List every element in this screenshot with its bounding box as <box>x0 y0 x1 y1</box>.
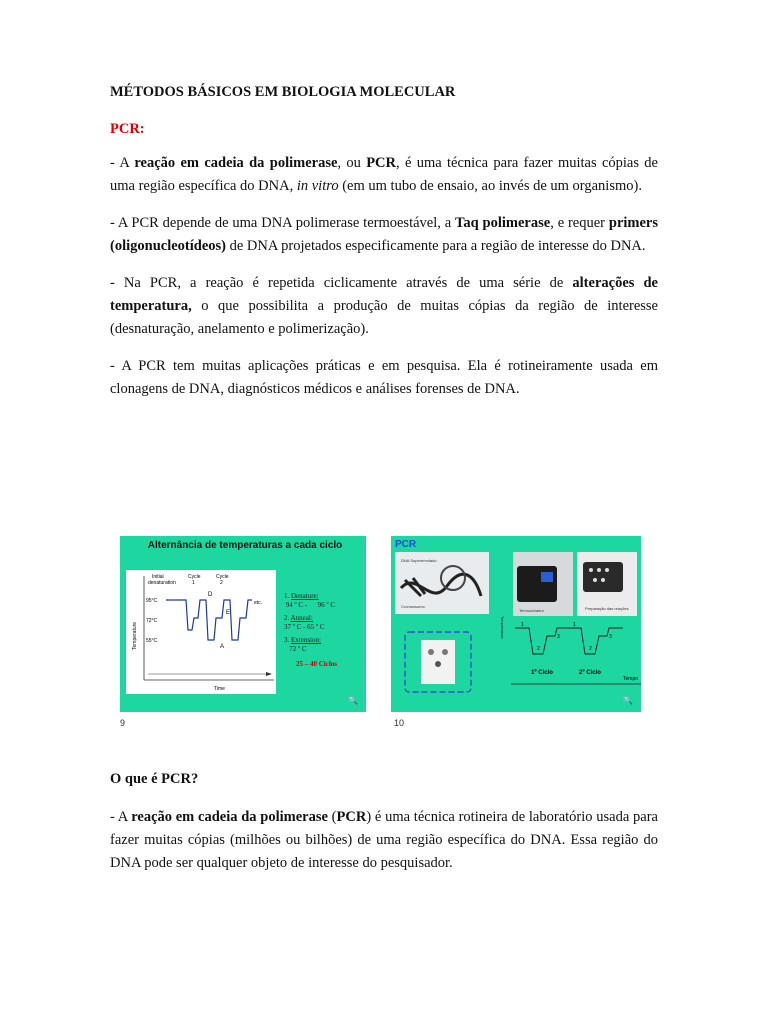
label-1: 1 <box>521 622 524 628</box>
label-temperatura-vertical: Temperatura <box>500 616 505 639</box>
label-cromossomo: Cromossomo <box>401 604 425 609</box>
document-body <box>110 84 658 401</box>
label-dna-superenrolado: DNA Superenrolado <box>401 558 437 563</box>
temperature-legend: 1. Denature: 94 º C - 96 º C 2. Anneal: 37 º C - 65 º C 3. Extension: 72 º C 25 – 40 Ciclos <box>284 592 338 668</box>
label-time-axis: Time <box>214 686 225 692</box>
label-e: E <box>226 610 231 616</box>
paragraph-temperature-cycles: - Na PCR, a reação é repetida ciclicamente através de uma série de alterações de temperatura, o que possibilita a produção de muitas cópias da região de interesse (desnaturação, anelamento e polimerização). <box>110 275 658 337</box>
slide-number-9: 9 <box>120 718 126 728</box>
label-denaturation: denaturation <box>148 580 176 586</box>
label-d: D <box>208 592 213 598</box>
label-ciclo1: 1º Ciclo <box>531 670 553 676</box>
slide-10-label: PCR <box>395 539 417 550</box>
slide-10-pcr-overview <box>391 536 641 712</box>
slide-10-illustration <box>391 536 641 712</box>
label-tempo: Tempo <box>623 676 639 682</box>
paragraph-pcr-definition: - A reação em cadeia da polimerase, ou PCR, é uma técnica para fazer muitas cópias de uma região específica do DNA, in vitro (em um tubo de ensaio, ao invés de um organismo). <box>110 155 658 194</box>
label-3b: 3 <box>609 634 612 640</box>
label-55c: 55°C <box>146 638 158 644</box>
label-initial: Initial <box>152 574 164 580</box>
temperature-cycle-diagram <box>126 570 276 694</box>
document-title: MÉTODOS BÁSICOS EM BIOLOGIA MOLECULAR <box>110 84 456 100</box>
label-ciclo2: 2º Ciclo <box>579 670 601 676</box>
label-cycle2: Cycle <box>216 574 229 580</box>
slide-9-title: Alternância de temperaturas a cada ciclo <box>147 540 343 551</box>
section-title-pcr: PCR: <box>110 121 145 137</box>
label-cycle2-n: 2 <box>220 580 223 586</box>
label-preparacao: Preparação das reações <box>585 606 629 611</box>
paragraph-applications: - A PCR tem muitas aplicações práticas e em pesquisa. Ela é rotineiramente usada em clonagens de DNA, diagnósticos médicos e análises forenses de DNA. <box>110 358 658 397</box>
slide-9-temperature-cycles <box>120 536 366 712</box>
label-etc: etc. <box>254 600 263 606</box>
label-cycle1-n: 1 <box>192 580 195 586</box>
label-termociclador: Termociclador <box>519 608 544 613</box>
label-a: A <box>220 644 225 650</box>
label-temperature-axis: Temperature <box>132 621 138 650</box>
label-3: 3 <box>557 634 560 640</box>
section-title-o-que-e-pcr: O que é PCR? <box>110 771 199 787</box>
temperature-cycle-svg <box>126 570 276 694</box>
label-1b: 1 <box>573 622 576 628</box>
label-2: 2 <box>537 646 540 652</box>
paragraph-taq-polimerase: - A PCR depende de uma DNA polimerase termoestável, a Taq polimerase, e requer primers (oligonucleotídeos) de DNA projetados especificamente para a região de interesse do DNA. <box>110 215 658 254</box>
label-2b: 2 <box>589 646 592 652</box>
label-72c: 72°C <box>146 618 158 624</box>
label-95c: 95°C <box>146 598 158 604</box>
magnifier-icon-2: 🔍 <box>623 696 633 705</box>
label-cycle1: Cycle <box>188 574 201 580</box>
paragraph-what-is-pcr: - A reação em cadeia da polimerase (PCR) é uma técnica rotineira de laboratório usada para fazer muitas cópias (milhões ou bilhões) de uma região específica do DNA. Essa região do DNA pode ser qualquer objeto de interesse do pesquisador. <box>110 809 658 871</box>
bottom-section <box>110 806 658 875</box>
magnifier-icon: 🔍 <box>348 696 358 705</box>
slide-number-10: 10 <box>394 718 405 728</box>
